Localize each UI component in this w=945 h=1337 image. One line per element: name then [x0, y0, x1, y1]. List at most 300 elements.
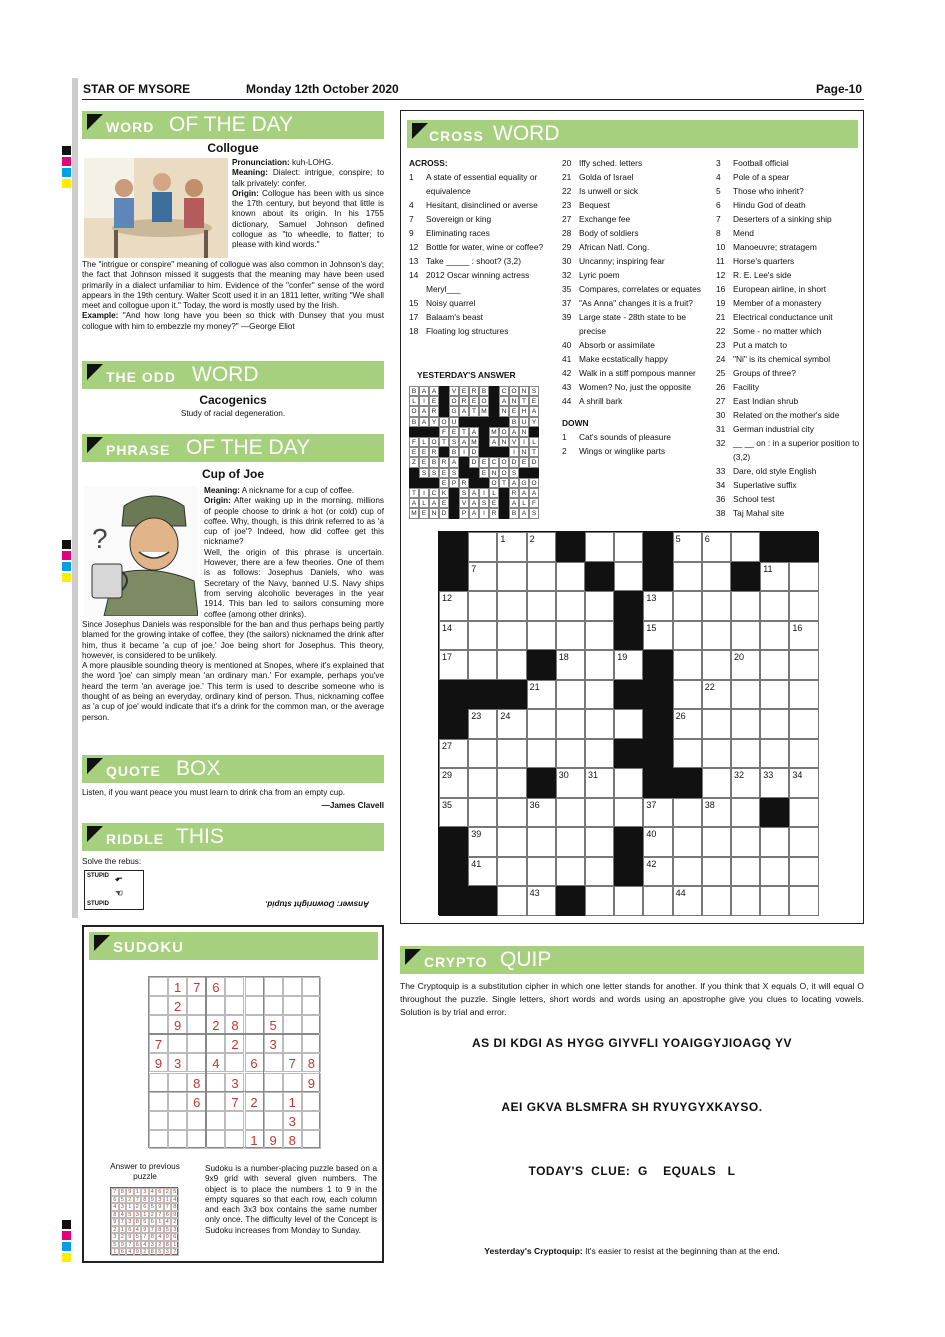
previous-sudoku-cell: 2 — [134, 1203, 142, 1211]
sudoku-cell[interactable] — [206, 1073, 225, 1092]
clue-item — [716, 310, 864, 324]
sudoku-cell[interactable] — [245, 1015, 264, 1034]
crossword-block — [643, 650, 672, 680]
crossword-cell[interactable] — [789, 768, 818, 798]
clue-text: Bequest — [579, 200, 610, 210]
crossword-cell[interactable] — [527, 562, 556, 592]
answer-cell: A — [459, 437, 469, 447]
sudoku-cell[interactable] — [302, 1034, 321, 1053]
crossword-cell[interactable] — [556, 827, 585, 857]
sudoku-cell[interactable] — [302, 1111, 321, 1130]
origin-label: Origin: — [232, 188, 259, 198]
sudoku-cell[interactable] — [264, 996, 283, 1015]
crossword-cell[interactable] — [702, 709, 731, 739]
sudoku-cell[interactable] — [245, 996, 264, 1015]
sudoku-cell[interactable] — [187, 1015, 206, 1034]
previous-sudoku-cell: 6 — [164, 1211, 172, 1219]
sudoku-cell[interactable] — [168, 1034, 187, 1053]
sudoku-description: Sudoku is a number-placing puzzle based on a 9x9 grid with several given numbers. The object is to place the numbers 1 to 9 in the empty squares so that each row, each column and each 3x3 box contains the same number only once. The difficulty level of the Concept is Sudoku increases from Monday to Sunday. — [205, 1164, 377, 1235]
crossword-cell[interactable] — [731, 650, 760, 680]
answer-cell: M — [409, 508, 419, 518]
sudoku-cell[interactable] — [264, 1073, 283, 1092]
crossword-cell[interactable] — [760, 680, 789, 710]
sudoku-cell: 1 — [283, 1092, 302, 1111]
answer-cell: E — [459, 386, 469, 396]
crossword-cell[interactable] — [673, 709, 702, 739]
crossword-cell[interactable] — [614, 768, 643, 798]
crossword-cell[interactable] — [585, 798, 614, 828]
crossword-cell[interactable] — [673, 650, 702, 680]
clue-text: Balaam's beast — [426, 312, 483, 322]
crossword-cell[interactable] — [468, 857, 497, 887]
crossword-cell[interactable] — [468, 739, 497, 769]
previous-sudoku-cell: 9 — [149, 1196, 157, 1204]
sudoku-cell[interactable] — [206, 1130, 225, 1149]
crossword-cell[interactable] — [527, 886, 556, 916]
crossword-cell[interactable] — [702, 739, 731, 769]
crossword-cell[interactable] — [789, 591, 818, 621]
crossword-cell[interactable] — [760, 768, 789, 798]
example-label: Example: — [82, 311, 119, 321]
corner-triangle-icon — [87, 364, 103, 380]
crossword-cell[interactable] — [702, 532, 731, 562]
sudoku-cell[interactable] — [264, 977, 283, 996]
sudoku-cell[interactable] — [302, 1015, 321, 1034]
crossword-cell[interactable] — [673, 798, 702, 828]
clue-item — [562, 366, 712, 380]
sudoku-cell[interactable] — [264, 1092, 283, 1111]
crossword-cell[interactable] — [731, 798, 760, 828]
crossword-cell[interactable] — [468, 532, 497, 562]
crossword-cell[interactable] — [468, 768, 497, 798]
yesterday-cryptoquip-text: It's easier to resist at the beginning than at the end. — [585, 1246, 780, 1256]
cell-number: 15 — [646, 622, 657, 633]
sudoku-cell[interactable] — [149, 1092, 168, 1111]
sudoku-cell[interactable] — [245, 977, 264, 996]
heading-big: QUIP — [500, 948, 552, 971]
crossword-cell[interactable] — [702, 680, 731, 710]
crossword-cell[interactable] — [731, 680, 760, 710]
corner-triangle-icon — [87, 114, 103, 130]
crossword-block — [468, 886, 497, 916]
crossword-cell[interactable] — [527, 827, 556, 857]
crossword-cell[interactable] — [556, 768, 585, 798]
answer-cell: E — [419, 457, 429, 467]
crossword-cell[interactable] — [585, 739, 614, 769]
sudoku-cell[interactable] — [302, 1092, 321, 1111]
crossword-cell[interactable] — [702, 827, 731, 857]
sudoku-cell[interactable] — [245, 1111, 264, 1130]
crossword-cell[interactable] — [731, 886, 760, 916]
hand-pointer-icon: ☜ — [115, 888, 124, 898]
crossword-cell[interactable] — [789, 827, 818, 857]
crossword-cell[interactable] — [731, 532, 760, 562]
crossword-cell[interactable] — [643, 621, 672, 651]
clue-item — [409, 170, 554, 198]
previous-sudoku-cell: 3 — [119, 1203, 127, 1211]
crossword-cell[interactable] — [789, 886, 818, 916]
clue-number: 35 — [562, 284, 572, 294]
crossword-cell[interactable] — [468, 562, 497, 592]
clue-item — [716, 184, 864, 198]
previous-sudoku-cell: 2 — [164, 1188, 172, 1196]
crossword-cell[interactable] — [673, 827, 702, 857]
sudoku-cell[interactable] — [225, 1111, 244, 1130]
crossword-cell[interactable] — [731, 827, 760, 857]
crossword-cell[interactable] — [702, 562, 731, 592]
crossword-cell[interactable] — [643, 798, 672, 828]
crossword-cell[interactable] — [789, 857, 818, 887]
crossword-cell[interactable] — [789, 709, 818, 739]
previous-sudoku-cell: 9 — [164, 1233, 172, 1241]
previous-sudoku-cell: 9 — [119, 1241, 127, 1249]
answer-block — [479, 447, 489, 457]
crossword-cell[interactable] — [556, 562, 585, 592]
crossword-cell[interactable] — [702, 768, 731, 798]
clue-number: 26 — [716, 382, 726, 392]
crossword-cell[interactable] — [585, 709, 614, 739]
crossword-cell[interactable] — [760, 650, 789, 680]
clue-item — [716, 422, 864, 436]
sudoku-cell[interactable] — [245, 1034, 264, 1053]
crossword-cell[interactable] — [497, 798, 526, 828]
answer-cell: G — [449, 406, 459, 416]
sudoku-cell[interactable] — [225, 1053, 244, 1072]
crossword-cell[interactable] — [731, 768, 760, 798]
cell-number: 37 — [646, 799, 657, 810]
answer-cell: S — [509, 468, 519, 478]
crossword-cell[interactable] — [556, 739, 585, 769]
crossword-cell[interactable] — [527, 591, 556, 621]
answer-cell: M — [469, 437, 479, 447]
sudoku-cell[interactable] — [302, 1130, 321, 1149]
crossword-block — [643, 739, 672, 769]
sudoku-cell[interactable] — [149, 977, 168, 996]
sudoku-cell[interactable] — [168, 1073, 187, 1092]
crossword-cell[interactable] — [673, 886, 702, 916]
clue-number: 32 — [562, 270, 572, 280]
sudoku-cell[interactable] — [206, 996, 225, 1015]
crossword-cell[interactable] — [702, 798, 731, 828]
crossword-cell[interactable] — [673, 621, 702, 651]
clue-item — [716, 478, 864, 492]
sudoku-cell[interactable] — [302, 977, 321, 996]
crossword-cell[interactable] — [673, 562, 702, 592]
crossword-block — [468, 680, 497, 710]
sudoku-cell[interactable] — [206, 1092, 225, 1111]
answer-cell: A — [459, 406, 469, 416]
registration-marks-top — [62, 146, 71, 190]
crossword-cell[interactable] — [673, 680, 702, 710]
sudoku-cell: 9 — [149, 1053, 168, 1072]
sudoku-cell[interactable] — [283, 996, 302, 1015]
answer-cell: R — [459, 478, 469, 488]
crossword-cell[interactable] — [585, 621, 614, 651]
sudoku-cell[interactable] — [225, 1130, 244, 1149]
sudoku-cell[interactable] — [168, 1092, 187, 1111]
crossword-cell[interactable] — [643, 886, 672, 916]
down-label: DOWN — [562, 418, 589, 428]
clue-number: 44 — [562, 396, 572, 406]
crossword-cell[interactable] — [439, 621, 468, 651]
crossword-cell[interactable] — [527, 680, 556, 710]
crossword-cell[interactable] — [702, 621, 731, 651]
answer-cell: E — [469, 396, 479, 406]
clue-text: Floating log structures — [426, 326, 509, 336]
crossword-block — [439, 857, 468, 887]
previous-sudoku-cell: 3 — [134, 1211, 142, 1219]
crossword-cell[interactable] — [702, 886, 731, 916]
crossword-cell[interactable] — [527, 709, 556, 739]
crossword-cell[interactable] — [468, 621, 497, 651]
crossword-cell[interactable] — [702, 650, 731, 680]
clue-text: German industrial city — [733, 424, 814, 434]
crossword-cell[interactable] — [468, 650, 497, 680]
word-of-day-body — [82, 260, 384, 332]
answer-cell: O — [509, 386, 519, 396]
crossword-cell[interactable] — [760, 562, 789, 592]
crossword-cell[interactable] — [760, 621, 789, 651]
corner-triangle-icon — [94, 935, 110, 951]
crossword-cell[interactable] — [789, 650, 818, 680]
crossword-cell[interactable] — [760, 709, 789, 739]
previous-sudoku-cell: 2 — [119, 1233, 127, 1241]
clue-text: Body of soldiers — [579, 228, 639, 238]
sudoku-cell[interactable] — [283, 1015, 302, 1034]
sudoku-cell[interactable] — [149, 1073, 168, 1092]
meaning: Dialect: intrigue, conspire; to talk privately: confer. — [232, 168, 384, 188]
previous-sudoku-cell: 5 — [149, 1203, 157, 1211]
sudoku-cell[interactable] — [225, 996, 244, 1015]
clue-number: 5 — [716, 186, 721, 196]
crossword-cell[interactable] — [439, 591, 468, 621]
answer-cell: B — [479, 386, 489, 396]
clue-number: 20 — [562, 158, 572, 168]
clue-text: African Natl. Cong. — [579, 242, 650, 252]
crossword-cell[interactable] — [439, 650, 468, 680]
corner-triangle-icon — [405, 949, 421, 965]
crossword-cell[interactable] — [497, 857, 526, 887]
crossword-cell[interactable] — [760, 739, 789, 769]
registration-marks-bottom — [62, 1220, 71, 1264]
clue-item — [716, 226, 864, 240]
crossword-cell[interactable] — [585, 650, 614, 680]
answer-cell: O — [499, 468, 509, 478]
crossword-cell[interactable] — [789, 562, 818, 592]
sudoku-cell[interactable] — [283, 977, 302, 996]
crossword-block — [643, 562, 672, 592]
crossword-cell[interactable] — [497, 650, 526, 680]
crossword-cell[interactable] — [702, 857, 731, 887]
answer-cell: P — [459, 508, 469, 518]
answer-cell: U — [449, 417, 459, 427]
crossword-cell[interactable] — [468, 591, 497, 621]
crossword-cell[interactable] — [527, 798, 556, 828]
crossword-cell[interactable] — [760, 857, 789, 887]
sudoku-cell[interactable] — [264, 1053, 283, 1072]
clue-item — [562, 430, 712, 444]
clue-item — [716, 408, 864, 422]
previous-sudoku-cell: 7 — [171, 1248, 179, 1256]
cell-number: 41 — [471, 858, 482, 869]
sudoku-cell[interactable] — [149, 1015, 168, 1034]
crossword-cell[interactable] — [760, 827, 789, 857]
sudoku-cell[interactable] — [302, 996, 321, 1015]
crossword-cell[interactable] — [468, 827, 497, 857]
crossword-cell[interactable] — [731, 621, 760, 651]
answer-block — [489, 396, 499, 406]
previous-sudoku-cell: 6 — [149, 1218, 157, 1226]
crossword-cell[interactable] — [789, 798, 818, 828]
crossword-block — [789, 532, 818, 562]
crossword-cell[interactable] — [527, 532, 556, 562]
crossword-cell[interactable] — [527, 739, 556, 769]
crossword-cell[interactable] — [439, 768, 468, 798]
previous-sudoku-cell: 4 — [156, 1233, 164, 1241]
cell-number: 24 — [500, 711, 511, 721]
crossword-cell[interactable] — [731, 709, 760, 739]
clue-text: Exchange fee — [579, 214, 631, 224]
answer-block — [479, 437, 489, 447]
sudoku-cell[interactable] — [187, 1053, 206, 1072]
crossword-cell[interactable] — [760, 886, 789, 916]
answer-cell: A — [509, 498, 519, 508]
crossword-cell[interactable] — [468, 798, 497, 828]
crossword-cell[interactable] — [585, 591, 614, 621]
crossword-cell[interactable] — [556, 680, 585, 710]
crossword-cell[interactable] — [673, 591, 702, 621]
previous-sudoku-cell: 1 — [126, 1203, 134, 1211]
sudoku-cell[interactable] — [283, 1034, 302, 1053]
sudoku-cell[interactable] — [206, 1111, 225, 1130]
crossword-cell[interactable] — [556, 857, 585, 887]
clue-item — [409, 254, 554, 268]
crossword-cell[interactable] — [643, 591, 672, 621]
crossword-cell[interactable] — [614, 532, 643, 562]
crossword-cell[interactable] — [585, 886, 614, 916]
crossword-cell[interactable] — [702, 591, 731, 621]
crossword-cell[interactable] — [497, 739, 526, 769]
crossword-cell[interactable] — [789, 739, 818, 769]
sudoku-cell: 8 — [302, 1053, 321, 1072]
answer-cell: B — [449, 447, 459, 457]
answer-cell: O — [439, 417, 449, 427]
cell-number: 13 — [646, 593, 657, 603]
crossword-cell[interactable] — [556, 709, 585, 739]
clue-text: Groups of three? — [733, 368, 796, 378]
sudoku-cell: 7 — [187, 977, 206, 996]
crossword-cell[interactable] — [614, 798, 643, 828]
answer-cell: S — [479, 498, 489, 508]
crossword-cell[interactable] — [497, 709, 526, 739]
previous-sudoku-cell: 8 — [156, 1226, 164, 1234]
sudoku-cell[interactable] — [187, 996, 206, 1015]
crossword-cell[interactable] — [585, 532, 614, 562]
clue-text: A shrill bark — [579, 396, 623, 406]
sudoku-cell[interactable] — [149, 996, 168, 1015]
crossword-cell[interactable] — [497, 532, 526, 562]
crossword-cell[interactable] — [614, 886, 643, 916]
sudoku-cell[interactable] — [187, 1130, 206, 1149]
sudoku-cell[interactable] — [149, 1111, 168, 1130]
clue-item — [409, 240, 554, 254]
crossword-cell[interactable] — [673, 532, 702, 562]
cell-number: 26 — [675, 711, 686, 721]
answer-block — [489, 386, 499, 396]
crossword-cell[interactable] — [439, 739, 468, 769]
sudoku-cell[interactable] — [187, 1111, 206, 1130]
crossword-cell[interactable] — [643, 857, 672, 887]
answer-cell: R — [459, 396, 469, 406]
sudoku-cell[interactable] — [187, 1034, 206, 1053]
answer-block — [449, 488, 459, 498]
arrow-down-icon: ⬐ — [115, 873, 123, 883]
crossword-cell[interactable] — [585, 680, 614, 710]
clue-item — [562, 380, 712, 394]
crossword-cell[interactable] — [468, 709, 497, 739]
crossword-cell[interactable] — [585, 768, 614, 798]
cell-number: 4 — [646, 534, 652, 544]
crossword-cell[interactable] — [497, 768, 526, 798]
sudoku-cell[interactable] — [283, 1073, 302, 1092]
crossword-cell[interactable] — [527, 621, 556, 651]
crossword-cell[interactable] — [789, 621, 818, 651]
crossword-cell[interactable] — [673, 739, 702, 769]
crossword-cell[interactable] — [614, 709, 643, 739]
crossword-cell[interactable] — [760, 591, 789, 621]
crossword-cell[interactable] — [497, 827, 526, 857]
crossword-block — [439, 886, 468, 916]
crossword-cell[interactable] — [556, 621, 585, 651]
crossword-cell[interactable] — [497, 886, 526, 916]
crossword-cell[interactable] — [585, 827, 614, 857]
crossword-cell[interactable] — [556, 798, 585, 828]
sudoku-cell: 3 — [283, 1111, 302, 1130]
sudoku-cell[interactable] — [245, 1073, 264, 1092]
answer-cell: A — [519, 488, 529, 498]
crossword-cell[interactable] — [673, 857, 702, 887]
sudoku-cell[interactable] — [168, 1111, 187, 1130]
crossword-cell[interactable] — [585, 857, 614, 887]
crossword-cell[interactable] — [614, 562, 643, 592]
crossword-cell[interactable] — [497, 621, 526, 651]
answer-block — [439, 406, 449, 416]
clue-number: 10 — [716, 242, 726, 252]
sudoku-cell[interactable] — [168, 1130, 187, 1149]
crossword-cell[interactable] — [614, 650, 643, 680]
answer-cell: S — [459, 488, 469, 498]
crossword-cell[interactable] — [439, 798, 468, 828]
crossword-cell[interactable] — [497, 562, 526, 592]
crossword-cell[interactable] — [731, 591, 760, 621]
clue-number: 39 — [562, 312, 572, 322]
crossword-cell[interactable] — [643, 827, 672, 857]
sudoku-cell[interactable] — [225, 977, 244, 996]
crossword-cell[interactable] — [497, 591, 526, 621]
crossword-block — [614, 739, 643, 769]
crossword-cell[interactable] — [556, 650, 585, 680]
crossword-cell[interactable] — [789, 680, 818, 710]
crossword-cell[interactable] — [556, 591, 585, 621]
sudoku-cell[interactable] — [206, 1034, 225, 1053]
previous-sudoku-cell: 4 — [149, 1188, 157, 1196]
sudoku-cell[interactable] — [264, 1111, 283, 1130]
crossword-cell[interactable] — [731, 739, 760, 769]
crossword-cell[interactable] — [527, 857, 556, 887]
crossword-cell[interactable] — [731, 857, 760, 887]
sudoku-cell[interactable] — [149, 1130, 168, 1149]
answer-cell: B — [509, 508, 519, 518]
